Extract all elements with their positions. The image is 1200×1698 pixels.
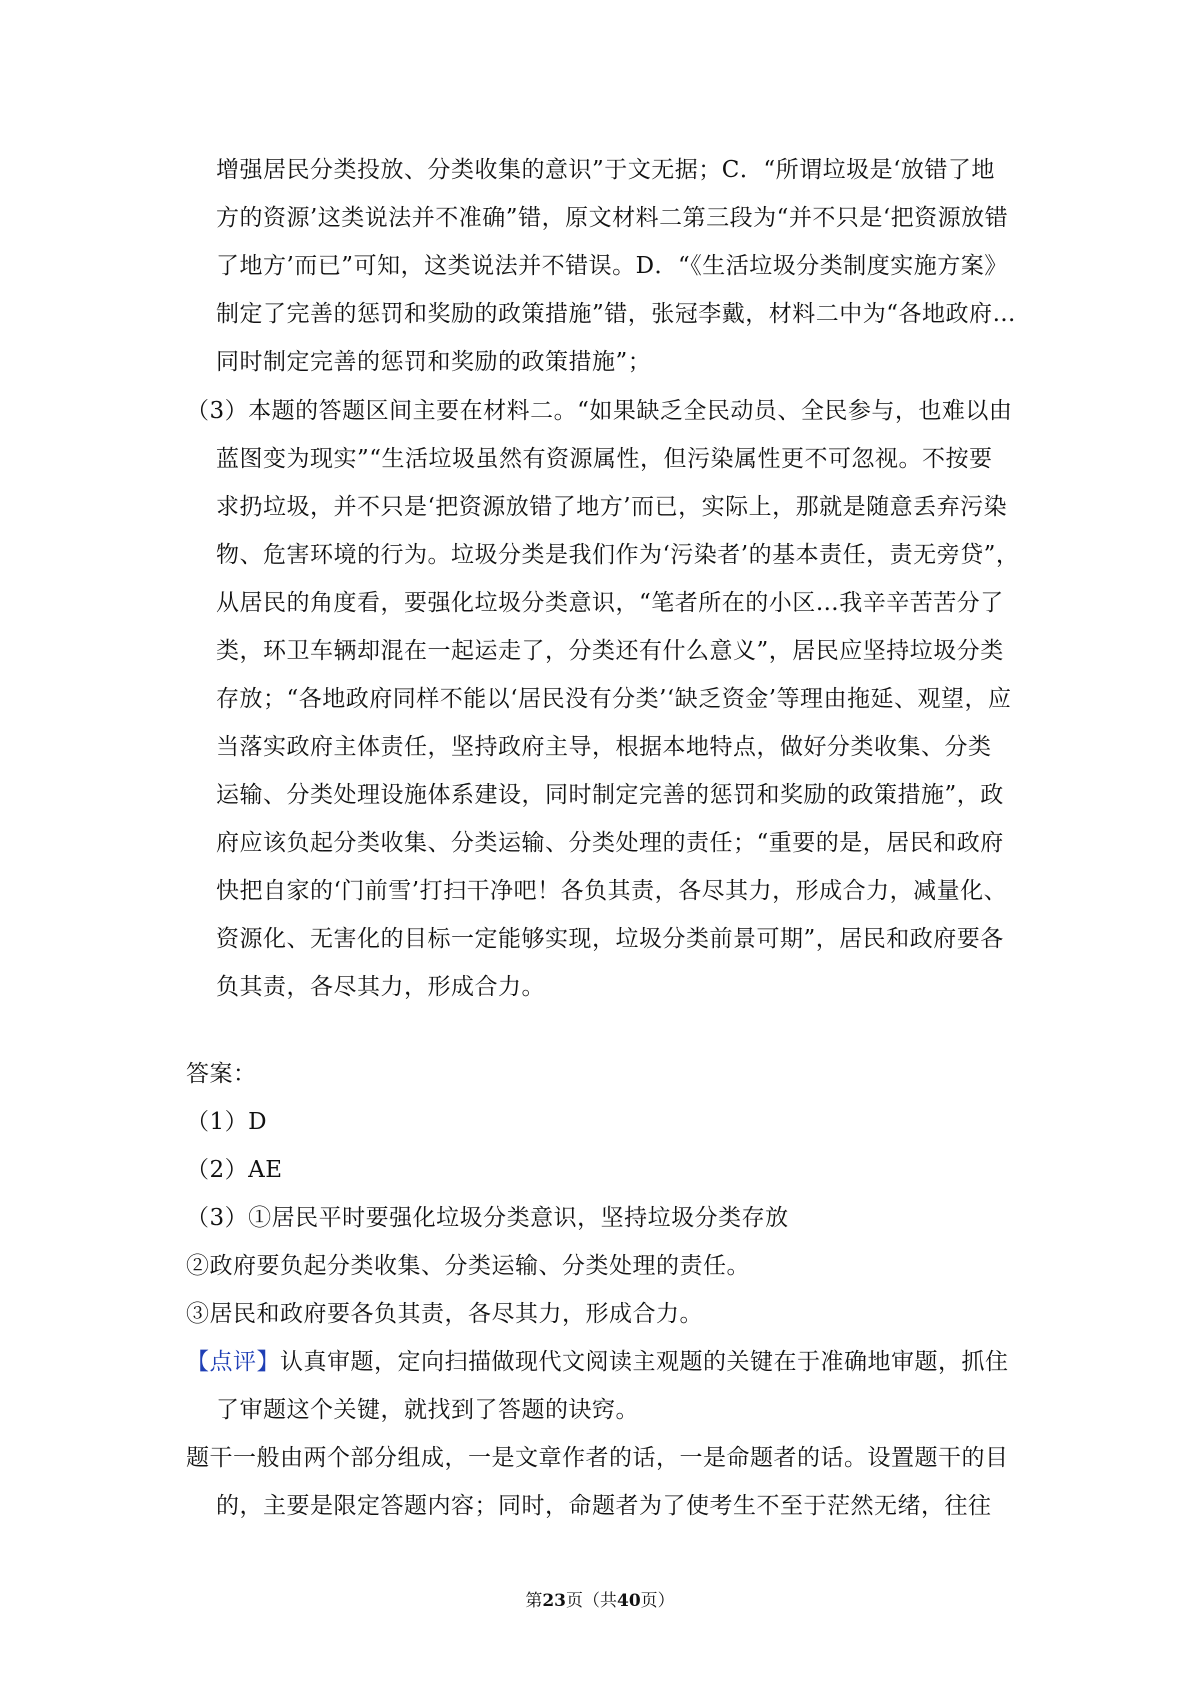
footer-prefix: 第: [525, 1591, 543, 1611]
text-line: 蓝图变为现实”“生活垃圾虽然有资源属性，但污染属性更不可忽视。不按要: [216, 446, 993, 472]
text-line: （3）本题的答题区间主要在材料二。“如果缺乏全民动员、全民参与，也难以由: [186, 398, 1013, 424]
text-line: 同时制定完善的惩罚和奖励的政策措施”；: [216, 349, 652, 375]
comment-section: [186, 1338, 1026, 1530]
comment-line: 的，主要是限定答题内容；同时，命题者为了使考生不至于茫然无绪，往往: [216, 1493, 992, 1519]
answer-3-point-2: ②政府要负起分类收集、分类运输、分类处理的责任。: [186, 1253, 750, 1279]
explanation-3: [186, 387, 1026, 1011]
text-line: 增强居民分类投放、分类收集的意识”于文无据；C．“所谓垃圾是‘放错了地: [216, 157, 995, 183]
text-line: 快把自家的‘门前雪’打扫干净吧！各负其责，各尽其力，形成合力，减量化、: [216, 878, 1008, 904]
text-line: 物、危害环境的行为。垃圾分类是我们作为‘污染者’的基本责任，责无旁贷”，: [216, 542, 1020, 568]
comment-line: 了审题这个关键，就找到了答题的诀窍。: [216, 1397, 639, 1423]
total-pages: 40: [617, 1591, 641, 1611]
text-line: 负其责，各尽其力，形成合力。: [216, 974, 545, 1000]
explanation-continued: [186, 146, 1026, 386]
comment-tag: 【点评】: [186, 1349, 280, 1375]
text-line: 从居民的角度看，要强化垃圾分类意识，“笔者所在的小区…我辛辛苦苦分了: [216, 590, 1004, 616]
answers-section: [186, 1050, 1026, 1338]
answers-heading: 答案：: [186, 1061, 257, 1087]
text-line: 运输、分类处理设施体系建设，同时制定完善的惩罚和奖励的政策措施”，政: [216, 782, 1004, 808]
text-line: 当落实政府主体责任，坚持政府主导，根据本地特点，做好分类收集、分类: [216, 734, 992, 760]
answer-2: （2）AE: [186, 1157, 283, 1183]
answer-3: （3）①居民平时要强化垃圾分类意识，坚持垃圾分类存放: [186, 1205, 789, 1231]
answer-3-point-3: ③居民和政府要各负其责，各尽其力，形成合力。: [186, 1301, 703, 1327]
footer-middle: 页（共: [566, 1591, 617, 1611]
text-line: 求扔垃圾，并不只是‘把资源放错了地方’而已，实际上，那就是随意丢弃污染: [216, 494, 1008, 520]
text-line: 了地方’而已”可知，这类说法并不错误。D．“《生活垃圾分类制度实施方案》: [216, 253, 1008, 279]
text-line: 制定了完善的惩罚和奖励的政策措施”错，张冠李戴，材料二中为“各地政府…: [216, 301, 1017, 327]
text-line: 资源化、无害化的目标一定能够实现，垃圾分类前景可期”，居民和政府要各: [216, 926, 1004, 952]
comment-line: 题干一般由两个部分组成，一是文章作者的话，一是命题者的话。设置题干的目: [186, 1445, 1009, 1471]
text-line: 类，环卫车辆却混在一起运走了，分类还有什么意义”，居民应坚持垃圾分类: [216, 638, 1004, 664]
comment-line: [186, 1338, 1026, 1386]
text-line: 方的资源’这类说法并不准确”错，原文材料二第三段为“并不只是‘把资源放错: [216, 205, 1009, 231]
footer-suffix: 页）: [640, 1591, 675, 1611]
page-footer: [0, 1589, 1200, 1613]
comment-text: 认真审题，定向扫描做现代文阅读主观题的关键在于准确地审题，抓住: [280, 1349, 1009, 1375]
text-line: 府应该负起分类收集、分类运输、分类处理的责任；“重要的是，居民和政府: [216, 830, 1004, 856]
text-line: 存放；“各地政府同样不能以‘居民没有分类’‘缺乏资金’等理由拖延、观望，应: [216, 686, 1012, 712]
page-number: 23: [542, 1591, 566, 1611]
answer-1: （1）D: [186, 1109, 268, 1135]
